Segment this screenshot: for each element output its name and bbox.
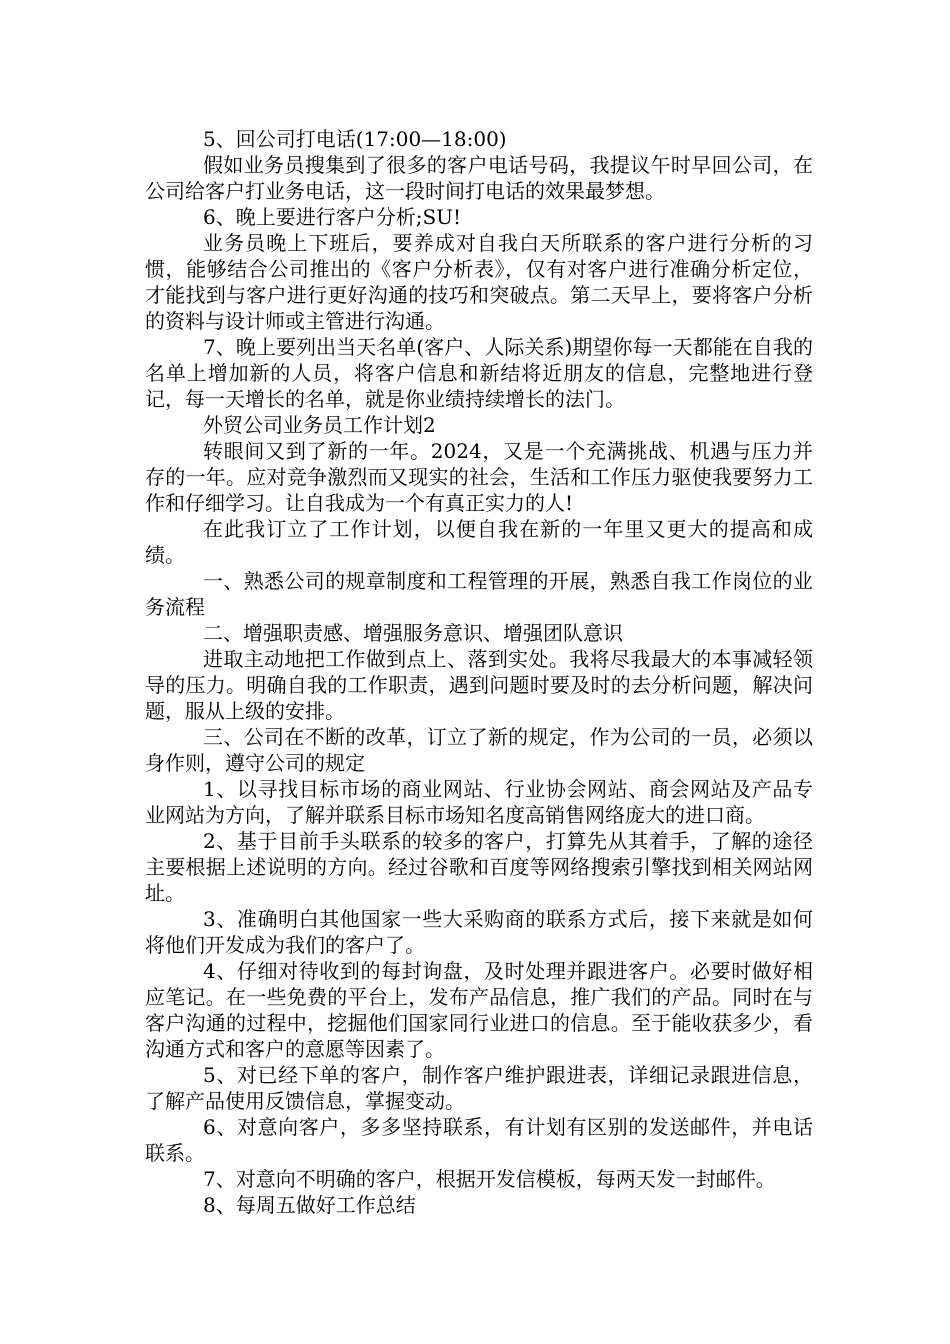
list-heading-1: 一、熟悉公司的规章制度和工程管理的开展，熟悉自我工作岗位的业务流程 [145, 569, 813, 619]
document-page [145, 126, 813, 1218]
section-title: 外贸公司业务员工作计划2 [203, 413, 436, 437]
list-item: 5、对已经下单的客户，制作客户维护跟进表，详细记录跟进信息，了解产品使用反馈信息，掌握变动。 [145, 1063, 813, 1113]
list-heading-3: 三、公司在不断的改革，订立了新的规定，作为公司的一员，必须以身作则，遵守公司的规定 [145, 725, 813, 775]
list-item: 8、每周五做好工作总结 [203, 1193, 416, 1217]
paragraph: 进取主动地把工作做到点上、落到实处。我将尽我最大的本事减轻领导的压力。明确自我的工作职责，遇到问题时要及时的去分析问题，解决问题，服从上级的安排。 [145, 647, 813, 723]
paragraph: 7、晚上要列出当天名单(客户、人际关系)期望你每一天都能在自我的名单上增加新的人员，将客户信息和新结将近朋友的信息，完整地进行登记，每一天增长的名单，就是你业绩持续增长的法门。 [145, 335, 813, 411]
list-heading-2: 二、增强职责感、增强服务意识、增强团队意识 [203, 621, 623, 645]
paragraph: 假如业务员搜集到了很多的客户电话号码，我提议午时早回公司，在公司给客户打业务电话，这一段时间打电话的效果最梦想。 [145, 153, 813, 203]
list-item: 2、基于目前手头联系的较多的客户，打算先从其着手，了解的途径主要根据上述说明的方向。经过谷歌和百度等网络搜索引擎找到相关网站网址。 [145, 829, 813, 905]
paragraph: 业务员晚上下班后，要养成对自我白天所联系的客户进行分析的习惯，能够结合公司推出的《客户分析表》，仅有对客户进行准确分析定位，才能找到与客户进行更好沟通的技巧和突破点。第二天早上，要将客户分析的资料与设计师或主管进行沟通。 [145, 231, 813, 333]
paragraph: 在此我订立了工作计划，以便自我在新的一年里又更大的提高和成绩。 [145, 517, 813, 567]
paragraph-section-5-heading: 5、回公司打电话(17:00—18:00) [203, 127, 507, 151]
paragraph: 转眼间又到了新的一年。2024，又是一个充满挑战、机遇与压力并存的一年。应对竞争激烈而又现实的社会，生活和工作压力驱使我要努力工作和仔细学习。让自我成为一个有真正实力的人! [145, 439, 813, 515]
paragraph-section-6-heading: 6、晚上要进行客户分析;SU! [203, 205, 462, 229]
list-item: 7、对意向不明确的客户，根据开发信模板，每两天发一封邮件。 [203, 1167, 776, 1191]
list-item: 4、仔细对待收到的每封询盘，及时处理并跟进客户。必要时做好相应笔记。在一些免费的平台上，发布产品信息，推广我们的产品。同时在与客户沟通的过程中，挖掘他们国家同行业进口的信息。至于能收获多少，看沟通方式和客户的意愿等因素了。 [145, 959, 813, 1061]
list-item: 1、以寻找目标市场的商业网站、行业协会网站、商会网站及产品专业网站为方向，了解并联系目标市场知名度高销售网络庞大的进口商。 [145, 777, 813, 827]
list-item: 3、准确明白其他国家一些大采购商的联系方式后，接下来就是如何将他们开发成为我们的客户了。 [145, 907, 813, 957]
list-item: 6、对意向客户，多多坚持联系，有计划有区别的发送邮件，并电话联系。 [145, 1115, 813, 1165]
